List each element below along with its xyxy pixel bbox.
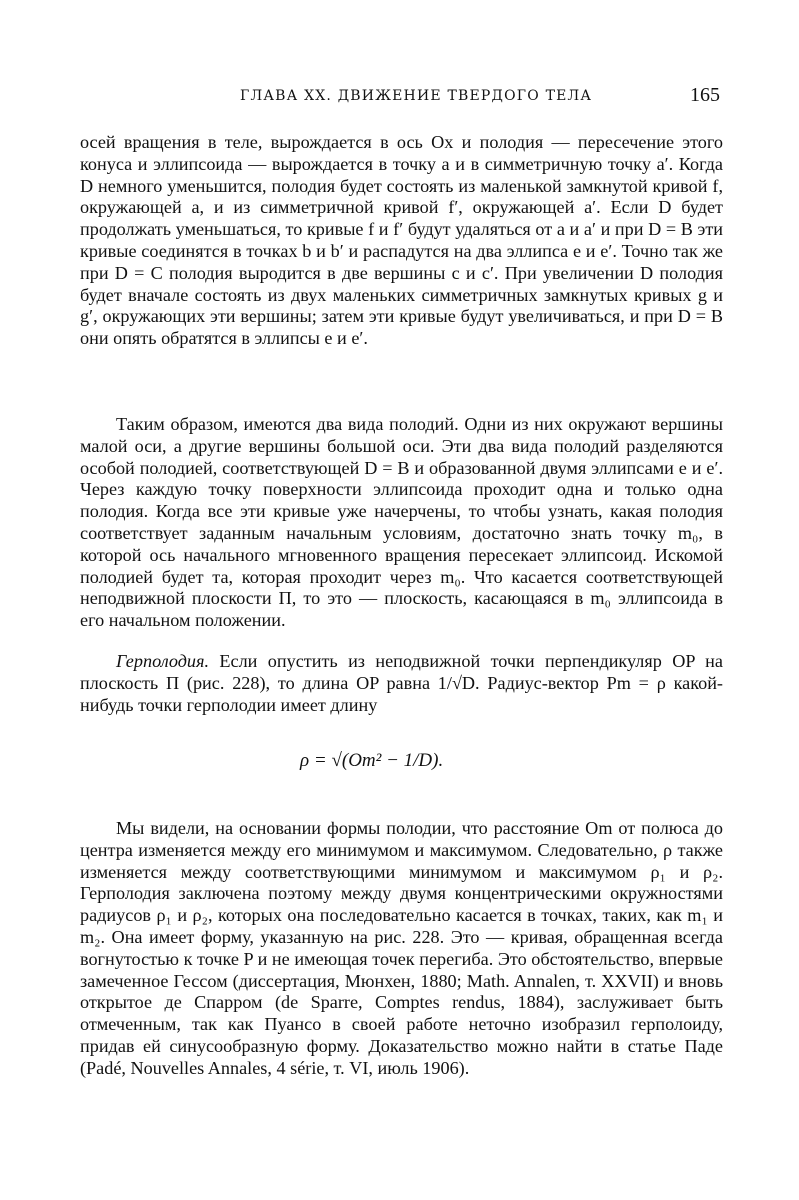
paragraph-2: Таким образом, имеются два вида полодий. Одни из них окружают вершины малой оси, а другие вершины большой оси. Эти два вида полодий разделяются особой полодией, соответствующей D = B и образованной двумя эллипсами e и e′. Через каждую точку поверхности эллипсоида проходит одна и только одна полодия. Когда все эти кривые уже начерчены, то чтобы узнать, какая полодия соответствует заданным начальным условиям, достаточно знать точку m₀, в которой ось начального мгновенного вращения пересекает эллипсоид. Искомой полодией будет та, которая проходит через m₀. Что касается соответствующей неподвижной плоскости П, то это — плоскость, касающаяся в m₀ эллипсоида в его начальном положении. <box>80 414 723 631</box>
page-number: 165 <box>690 84 720 106</box>
paragraph-4: Мы видели, на основании формы полодии, что расстояние Om от полюса до центра изменяется между его минимумом и максимумом. Следовательно, ρ также изменяется между соответствующими минимумом и максимумом ρ₁ и ρ₂. Герполодия заключена поэтому между двумя концентрическими окружностями радиусов ρ₁ и ρ₂, которых она последовательно касается в точках, таких, как m₁ и m₂. Она имеет форму, указанную на рис. 228. Это — кривая, обращенная всегда вогнутостью к точке P и не имеющая точек перегиба. Это обстоятельство, впервые замеченное Гессом (диссертация, Мюнхен, 1880; Math. Annalen, т. XXVII) и вновь открытое де Спарром (de Sparre, Comptes rendus, 1884), заслуживает быть отмеченным, так как Пуансо в своей работе неточно изобразил герполоиду, придав ей синусообразную форму. Доказательство можно найти в статье Паде (Padé, Nouvelles Annales, 4 série, т. VI, июль 1906). <box>80 818 723 1078</box>
paragraph-1: осей вращения в теле, вырождается в ось Ox и полодия — пересечение этого конуса и эллипсоида — вырождается в точку a и в симметричную точку a′. Когда D немного уменьшится, полодия будет состоять из маленькой замкнутой кривой f, окружающей a, и из симметричной кривой f′, окружающей a′. Если D будет продолжать уменьшаться, то кривые f и f′ будут удаляться от a и a′ и при D = B эти кривые соединятся в точках b и b′ и распадутся на два эллипса e и e′. Точно так же при D = C полодия выродится в две вершины c и c′. При увеличении D полодия будет вначале состоять из двух маленьких симметричных замкнутых кривых g и g′, окружающих эти вершины; затем эти кривые будут увеличиваться, и при D = B они опять обратятся в эллипсы e и e′. <box>80 132 723 349</box>
formula-rho <box>300 750 443 772</box>
section-heading-herpolhode: Герполодия. <box>116 651 210 671</box>
paragraph-3 <box>80 651 723 716</box>
paragraph-3-text: Если опустить из неподвижной точки перпендикуляр OP на плоскость П (рис. 228), то длина OP равна 1/√D. Радиус-вектор Pm = ρ какой-нибудь точки герполодии имеет длину <box>80 651 723 715</box>
formula-text: ρ = √(Om² − 1/D). <box>300 750 444 771</box>
running-title: ГЛАВА XX. ДВИЖЕНИЕ ТВЕРДОГО ТЕЛА <box>240 88 593 104</box>
